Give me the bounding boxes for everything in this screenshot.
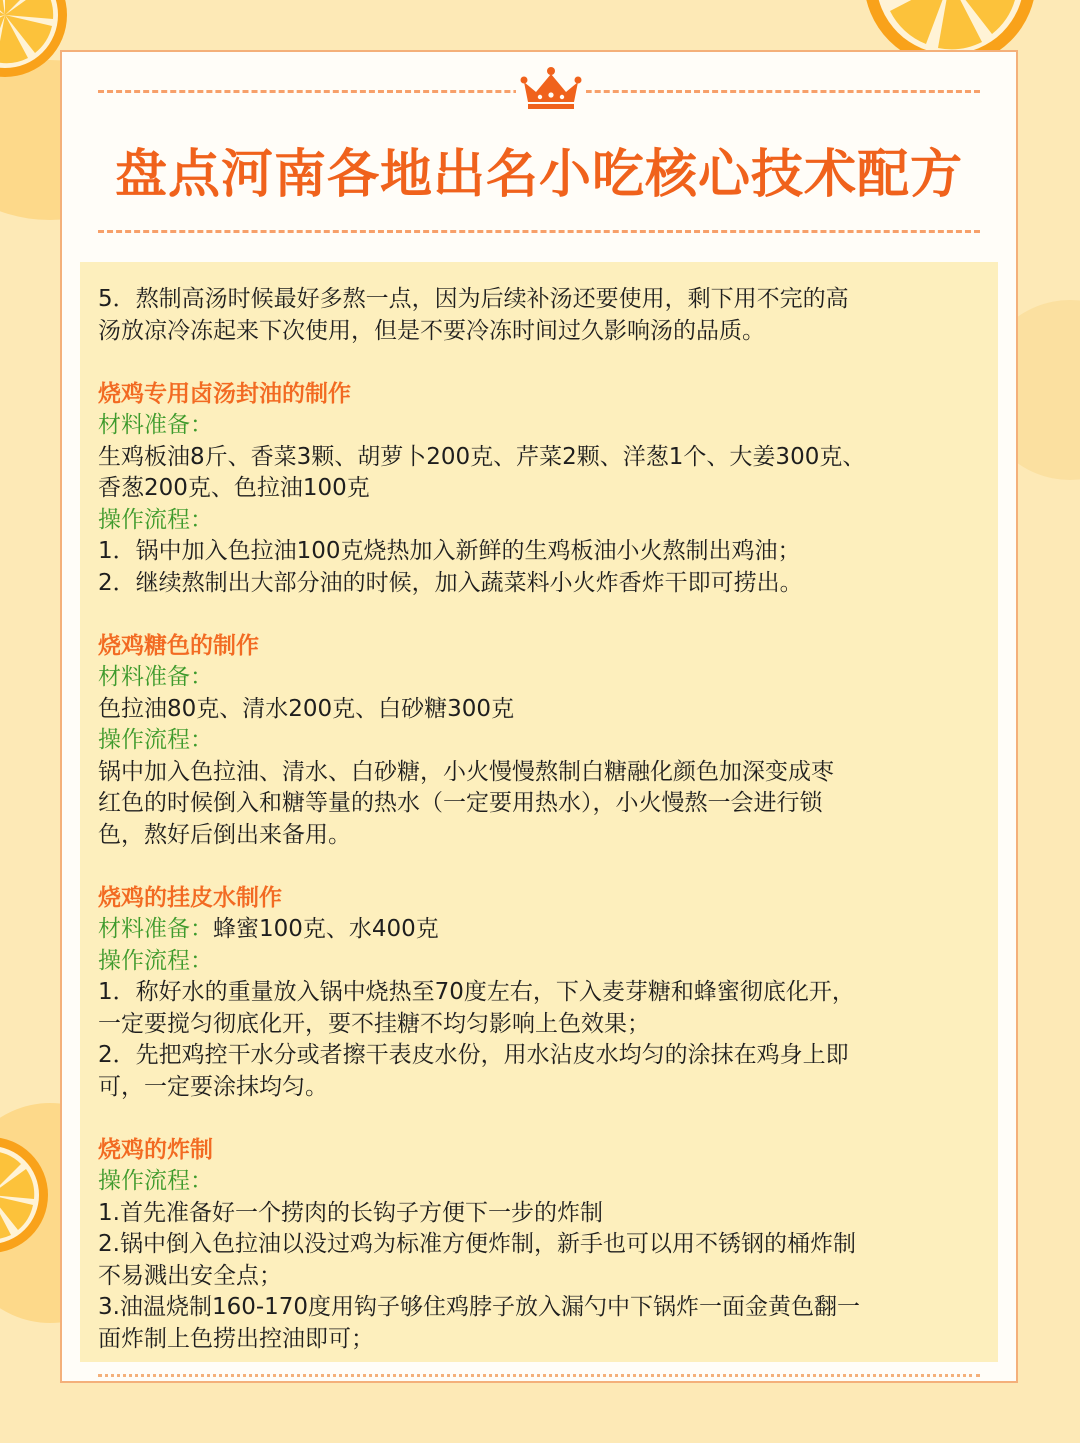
section-title: 烧鸡的炸制 xyxy=(98,1136,213,1163)
materials-line: 生鸡板油8斤、香菜3颗、胡萝卜200克、芹菜2颗、洋葱1个、大姜300克、 xyxy=(98,443,866,470)
dotted-divider xyxy=(98,1374,980,1377)
section-title: 烧鸡糖色的制作 xyxy=(98,632,259,659)
process-line: 色，熬好后倒出来备用。 xyxy=(98,821,351,848)
process-line: 可，一定要涂抹均匀。 xyxy=(98,1073,328,1100)
materials-inline: 蜂蜜100克、水400克 xyxy=(213,916,439,942)
process-line: 红色的时候倒入和糖等量的热水（一定要用热水），小火慢熬一会进行锁 xyxy=(98,790,823,816)
materials-label: 材料准备： xyxy=(98,664,213,690)
dashed-divider xyxy=(98,230,980,233)
section-title: 烧鸡的挂皮水制作 xyxy=(98,884,282,911)
process-label: 操作流程： xyxy=(98,506,213,533)
process-line: 1．锅中加入色拉油100克烧热加入新鲜的生鸡板油小火熬制出鸡油； xyxy=(98,538,801,564)
process-line: 不易溅出安全点； xyxy=(98,1262,282,1289)
process-label: 操作流程： xyxy=(98,947,213,974)
recipe-content xyxy=(80,262,998,1362)
materials-row xyxy=(98,914,980,946)
materials-line: 色拉油80克、清水200克、白砂糖300克 xyxy=(98,695,515,722)
intro-line: 汤放凉冷冻起来下次使用，但是不要冷冻时间过久影响汤的品质。 xyxy=(98,317,765,344)
materials-label: 材料准备： xyxy=(98,412,213,438)
intro-line: 5．熬制高汤时候最好多熬一点，因为后续补汤还要使用，剩下用不完的高 xyxy=(98,286,849,312)
process-label: 操作流程： xyxy=(98,1168,213,1194)
crown-icon xyxy=(516,62,586,110)
materials-line: 香葱200克、色拉油100克 xyxy=(98,475,370,501)
process-line: 3.油温烧制160-170度用钩子够住鸡脖子放入漏勺中下锅炸一面金黄色翻一 xyxy=(98,1294,861,1320)
orange-slice-icon xyxy=(0,1135,50,1255)
materials-label: 材料准备： xyxy=(98,916,213,942)
process-line: 一定要搅匀彻底化开，要不挂糖不均匀影响上色效果； xyxy=(98,1010,650,1037)
process-line: 2.锅中倒入色拉油以没过鸡为标准方便炸制，新手也可以用不锈钢的桶炸制 xyxy=(98,1231,856,1257)
process-line: 1.首先准备好一个捞肉的长钩子方便下一步的炸制 xyxy=(98,1199,603,1226)
process-line: 2．继续熬制出大部分油的时候，加入蔬菜料小火炸香炸干即可捞出。 xyxy=(98,569,803,596)
process-line: 面炸制上色捞出控油即可； xyxy=(98,1325,374,1352)
process-line: 锅中加入色拉油、清水、白砂糖，小火慢慢熬制白糖融化颜色加深变成枣 xyxy=(98,758,834,785)
content-card xyxy=(60,50,1018,1383)
section-title: 烧鸡专用卤汤封油的制作 xyxy=(98,380,351,407)
process-label: 操作流程： xyxy=(98,727,213,753)
process-line: 2．先把鸡控干水分或者擦干表皮水份，用水沾皮水均匀的涂抹在鸡身上即 xyxy=(98,1042,849,1068)
page-title: 盘点河南各地出名小吃核心技术配方 xyxy=(114,144,963,205)
process-line: 1．称好水的重量放入锅中烧热至70度左右，下入麦芽糖和蜂蜜彻底化开， xyxy=(98,979,855,1005)
